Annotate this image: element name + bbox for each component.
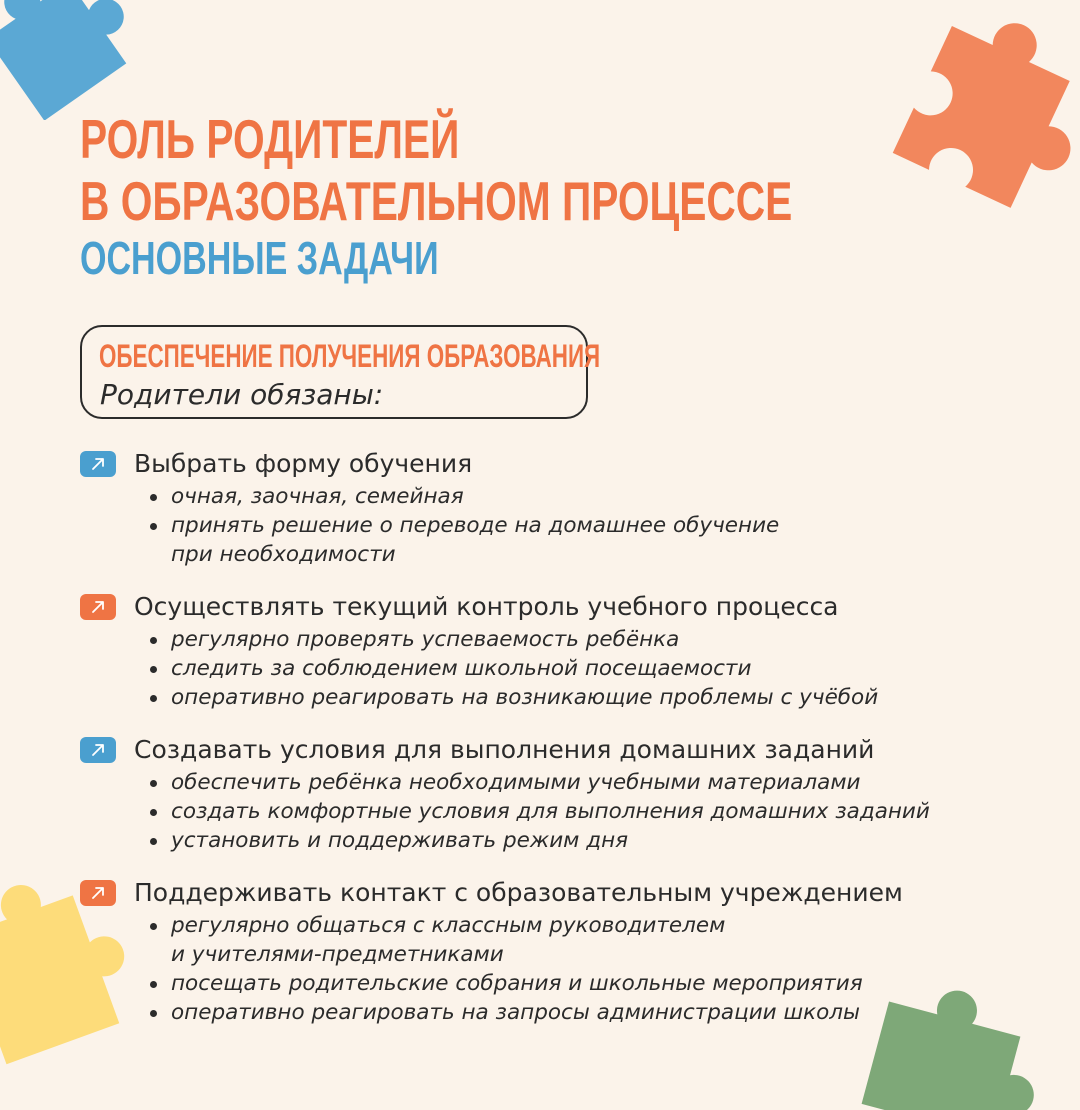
duty-bullet-item (146, 511, 1040, 569)
page-subtitle: ОСНОВНЫЕ ЗАДАЧИ (80, 232, 439, 284)
duty-bullets (80, 482, 1040, 569)
duty-bullet-item (146, 826, 1040, 855)
duty-section-header (80, 732, 1040, 768)
duty-bullet-text: оперативно реагировать на возникающие проблемы с учёбой (171, 685, 879, 710)
duty-bullet-text: оперативно реагировать на запросы администрации школы (171, 1000, 861, 1025)
arrow-up-right-icon (80, 737, 116, 763)
duty-bullet-text: очная, заочная, семейная (171, 484, 464, 509)
arrow-up-right-icon (80, 880, 116, 906)
duty-bullet-item (146, 482, 1040, 511)
puzzle-piece-blue-icon (0, 0, 140, 120)
page-title (80, 108, 792, 232)
duty-section-header (80, 446, 1040, 482)
duty-section (80, 732, 1040, 855)
duty-bullets (80, 625, 1040, 712)
duty-bullet-item (146, 654, 1040, 683)
duty-bullet-text: посещать родительские собрания и школьные мероприятия (171, 971, 863, 996)
puzzle-piece-orange-icon (880, 0, 1080, 230)
duty-bullet-text: регулярно общаться с классным руководителем (171, 913, 726, 938)
duty-bullet-item (146, 625, 1040, 654)
duty-section-header (80, 875, 1040, 911)
duty-section-title: Создавать условия для выполнения домашних заданий (134, 735, 875, 764)
duty-bullet-item (146, 797, 1040, 826)
duty-bullet-text: принять решение о переводе на домашнее обучение (171, 513, 780, 538)
duty-bullet-item (146, 998, 1040, 1027)
duty-bullet-text: установить и поддерживать режим дня (171, 828, 629, 853)
duty-bullet-text: регулярно проверять успеваемость ребёнка (171, 627, 680, 652)
duty-bullet-item (146, 969, 1040, 998)
duty-bullet-text: следить за соблюдением школьной посещаемости (171, 656, 752, 681)
duty-section-title: Выбрать форму обучения (134, 449, 473, 478)
duty-bullets (80, 911, 1040, 1027)
duty-section (80, 589, 1040, 712)
duty-bullet-text-continued: и учителями-предметниками (171, 942, 504, 967)
duty-section (80, 446, 1040, 569)
duty-bullets (80, 768, 1040, 855)
duty-section-title: Поддерживать контакт с образовательным учреждением (134, 878, 903, 907)
duty-bullet-text: обеспечить ребёнка необходимыми учебными материалами (171, 770, 861, 795)
duty-bullet-text-continued: при необходимости (171, 542, 396, 567)
page-title-line: В ОБРАЗОВАТЕЛЬНОМ ПРОЦЕССЕ (80, 170, 793, 232)
duty-bullet-text: создать комфортные условия для выполнения домашних заданий (171, 799, 930, 824)
arrow-up-right-icon (80, 594, 116, 620)
duties-list (80, 446, 1040, 1047)
arrow-up-right-icon (80, 451, 116, 477)
box-heading: ОБЕСПЕЧЕНИЕ ПОЛУЧЕНИЯ ОБРАЗОВАНИЯ (99, 338, 601, 374)
duty-bullet-item (146, 768, 1040, 797)
duty-section (80, 875, 1040, 1027)
obligations-box (80, 325, 601, 419)
page-title-line: РОЛЬ РОДИТЕЛЕЙ (80, 108, 460, 170)
duty-section-header (80, 589, 1040, 625)
duty-bullet-item (146, 911, 1040, 969)
duty-bullet-item (146, 683, 1040, 712)
duty-section-title: Осуществлять текущий контроль учебного процесса (134, 592, 839, 621)
box-subheading: Родители обязаны: (100, 378, 384, 411)
